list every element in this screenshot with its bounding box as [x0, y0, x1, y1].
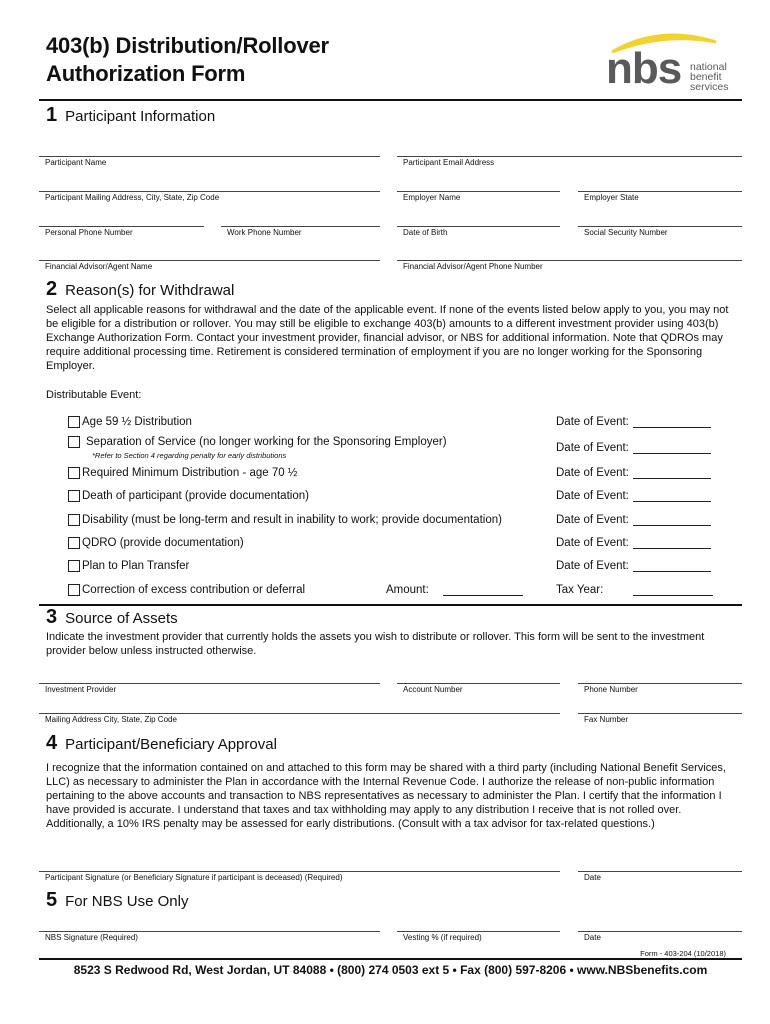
participant-email-label: Participant Email Address — [403, 158, 495, 167]
age59-label: Age 59 ½ Distribution — [82, 416, 192, 428]
logo-line3: services — [690, 81, 729, 93]
signature-date-field[interactable] — [578, 871, 742, 872]
phone-number-field[interactable] — [578, 683, 742, 684]
signature-date-label: Date — [584, 873, 601, 882]
participant-name-field[interactable] — [39, 156, 380, 157]
nbs-date-label: Date — [584, 933, 601, 942]
event-row-transfer — [68, 560, 189, 572]
section5-number: 5 — [46, 889, 58, 911]
date-death — [556, 490, 711, 502]
provider-address-field[interactable] — [39, 713, 560, 714]
event-row-rmd — [68, 467, 297, 479]
date-label: Date of Event: — [556, 560, 629, 572]
rmd-checkbox[interactable] — [68, 467, 80, 479]
separation-label: Separation of Service (no longer working for the Sponsoring Employer) — [86, 436, 447, 448]
advisor-name-label: Financial Advisor/Agent Name — [45, 262, 153, 271]
qdro-checkbox[interactable] — [68, 537, 80, 549]
section5-title: For NBS Use Only — [65, 893, 189, 910]
section3-heading — [46, 606, 178, 629]
logo-line1: national — [690, 61, 727, 73]
logo-line2: benefit — [690, 71, 722, 83]
ssn-field[interactable] — [578, 226, 742, 227]
section3-intro: Indicate the investment provider that currently holds the assets you wish to distribute or rollover. This form will be sent to the investment provider below unless instructed otherwise. — [46, 631, 705, 657]
provider-address-label: Mailing Address City, State, Zip Code — [45, 715, 177, 724]
section4-number: 4 — [46, 732, 58, 754]
date-label: Date of Event: — [556, 537, 629, 549]
section1-title: Participant Information — [65, 108, 216, 125]
date-qdro — [556, 537, 711, 549]
advisor-name-field[interactable] — [39, 260, 380, 261]
transfer-checkbox[interactable] — [68, 560, 80, 572]
participant-email-field[interactable] — [397, 156, 742, 157]
personal-phone-label: Personal Phone Number — [45, 228, 133, 237]
event-row-qdro — [68, 537, 244, 549]
fax-number-field[interactable] — [578, 713, 742, 714]
fax-number-label: Fax Number — [584, 715, 629, 724]
date-separation — [556, 442, 711, 454]
employer-state-label: Employer State — [584, 193, 639, 202]
distributable-event-label: Distributable Event: — [46, 389, 142, 401]
amount-group — [386, 584, 523, 596]
date-disability — [556, 514, 711, 526]
death-label: Death of participant (provide documentation) — [82, 490, 309, 502]
date-label: Date of Event: — [556, 467, 629, 479]
advisor-phone-field[interactable] — [397, 260, 742, 261]
correction-checkbox[interactable] — [68, 584, 80, 596]
account-number-label: Account Number — [403, 685, 463, 694]
transfer-label: Plan to Plan Transfer — [82, 560, 190, 572]
event-row-disability — [68, 514, 502, 526]
age59-checkbox[interactable] — [68, 416, 80, 428]
rmd-label: Required Minimum Distribution - age 70 ½ — [82, 467, 298, 479]
date-disability-field[interactable] — [633, 515, 711, 526]
date-age59 — [556, 416, 711, 428]
tax-year-label: Tax Year: — [556, 584, 604, 596]
date-rmd — [556, 467, 711, 479]
footer-contact: 8523 S Redwood Rd, West Jordan, UT 84088 • (800) 274 0503 ext 5 • Fax (800) 597-8206 • www.NBSbenefits.com — [73, 963, 708, 977]
investment-provider-label: Investment Provider — [45, 685, 117, 694]
form-id: Form - 403-204 (10/2018) — [640, 949, 726, 958]
amount-field[interactable] — [443, 585, 523, 596]
section4-heading — [46, 732, 277, 755]
form-title-line2: Authorization Form — [46, 61, 246, 86]
participant-signature-field[interactable] — [39, 871, 560, 872]
personal-phone-field[interactable] — [39, 226, 204, 227]
ssn-label: Social Security Number — [584, 228, 668, 237]
date-rmd-field[interactable] — [633, 468, 711, 479]
correction-label: Correction of excess contribution or deferral — [82, 584, 306, 596]
phone-number-label: Phone Number — [584, 685, 638, 694]
event-row-separation — [68, 436, 447, 448]
separation-checkbox[interactable] — [68, 436, 80, 448]
event-row-correction — [68, 584, 305, 596]
participant-signature-label: Participant Signature (or Beneficiary Signature if participant is deceased) (Required) — [45, 873, 343, 882]
nbs-signature-label: NBS Signature (Required) — [45, 933, 138, 942]
footer-divider — [39, 958, 742, 960]
date-transfer — [556, 560, 711, 572]
section2-heading — [46, 278, 234, 301]
section1-heading — [46, 104, 215, 127]
tax-year-group — [556, 584, 713, 596]
vesting-field[interactable] — [397, 931, 560, 932]
date-qdro-field[interactable] — [633, 538, 711, 549]
header-divider — [39, 99, 742, 101]
section2-number: 2 — [46, 278, 58, 300]
employer-name-field[interactable] — [397, 191, 560, 192]
account-number-field[interactable] — [397, 683, 560, 684]
section2-title: Reason(s) for Withdrawal — [65, 282, 235, 299]
nbs-logo — [604, 30, 744, 100]
mailing-address-field[interactable] — [39, 191, 380, 192]
employer-name-label: Employer Name — [403, 193, 461, 202]
event-row-age59 — [68, 416, 192, 428]
date-transfer-field[interactable] — [633, 561, 711, 572]
section3-number: 3 — [46, 606, 58, 628]
section2-intro: Select all applicable reasons for withdrawal and the date of the applicable event. If none of the events listed below apply to you, you may not be eligible for a distribution or rollover. You may still be eligible to exchange 403(b) amounts to a different investment provider using 403(b) Exchange Authorization Form. Contact your investment provider, financial advisor, or NBS for additional information. Note that QDROs may require additional processing time. Retirement is considered termination of employment if you are no longer working for the Sponsoring Employer. — [46, 304, 729, 372]
logo-wordmark: nbs — [606, 44, 682, 93]
date-label: Date of Event: — [556, 514, 629, 526]
amount-label: Amount: — [386, 584, 429, 596]
date-label: Date of Event: — [556, 416, 629, 428]
nbs-signature-field[interactable] — [39, 931, 380, 932]
section4-text: I recognize that the information contained on and attached to this form may be shared with a third party (including National Benefit Services, LLC) as necessary to administer the Plan in accordance with the Internal Revenue Code. I authorize the release of non-public information pertaining to the above accounts and transaction to NBS representatives as necessary to administer the Plan. I certify that the information I have provided is accurate. I understand that taxes and tax withholding may apply to any distribution I receive that is not rolled over. Additionally, a 10% IRS penalty may be assessed for early distributions. (Consult with a tax advisor for tax-related questions.) — [46, 762, 726, 830]
date-separation-field[interactable] — [633, 443, 711, 454]
employer-state-field[interactable] — [578, 191, 742, 192]
disability-label: Disability (must be long-term and result in inability to work; provide documentation) — [82, 514, 502, 526]
work-phone-field[interactable] — [221, 226, 380, 227]
participant-name-label: Participant Name — [45, 158, 107, 167]
death-checkbox[interactable] — [68, 490, 80, 502]
section4-title: Participant/Beneficiary Approval — [65, 736, 277, 753]
date-death-field[interactable] — [633, 491, 711, 502]
qdro-label: QDRO (provide documentation) — [82, 537, 244, 549]
nbs-date-field[interactable] — [578, 931, 742, 932]
advisor-phone-label: Financial Advisor/Agent Phone Number — [403, 262, 543, 271]
event-row-death — [68, 490, 309, 502]
disability-checkbox[interactable] — [68, 514, 80, 526]
vesting-label: Vesting % (if required) — [403, 933, 482, 942]
investment-provider-field[interactable] — [39, 683, 380, 684]
dob-label: Date of Birth — [403, 228, 448, 237]
work-phone-label: Work Phone Number — [227, 228, 302, 237]
date-label: Date of Event: — [556, 490, 629, 502]
dob-field[interactable] — [397, 226, 560, 227]
form-title-line1: 403(b) Distribution/Rollover — [46, 33, 329, 58]
separation-note: *Refer to Section 4 regarding penalty for early distributions — [92, 451, 287, 460]
mailing-address-label: Participant Mailing Address, City, State, Zip Code — [45, 193, 220, 202]
date-label: Date of Event: — [556, 442, 629, 454]
section1-number: 1 — [46, 104, 58, 126]
date-age59-field[interactable] — [633, 417, 711, 428]
section3-title: Source of Assets — [65, 610, 178, 627]
section5-heading — [46, 889, 189, 912]
tax-year-field[interactable] — [633, 585, 713, 596]
